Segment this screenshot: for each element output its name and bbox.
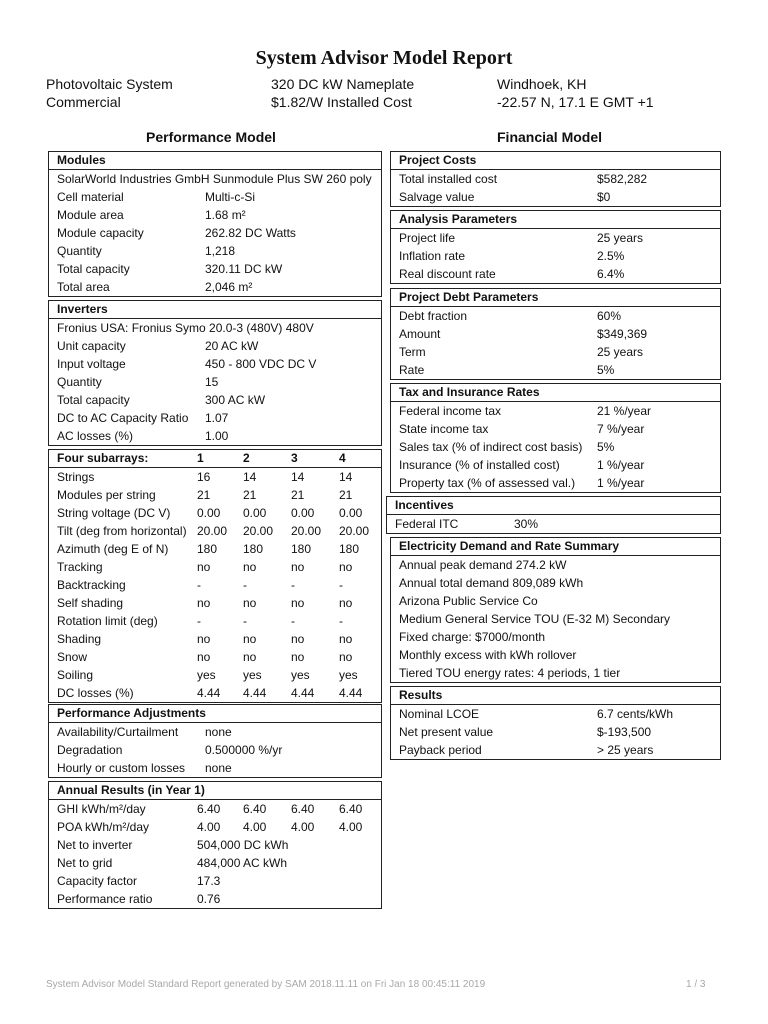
row-value: 6.4% [597,267,625,281]
row-value: 1 %/year [597,476,645,490]
table-row [391,247,720,265]
modules-section [48,151,382,297]
row-value: 0.00 [291,506,315,520]
row-value: no [197,650,211,664]
row-label: Federal ITC [395,517,459,531]
row-value: 6.40 [291,802,315,816]
project-costs-section [390,151,721,207]
table-row [391,229,720,247]
row-label: String voltage (DC V) [57,506,171,520]
row-value: 0.76 [197,892,221,906]
row-value: $582,282 [597,172,648,186]
system-type: Photovoltaic System [46,76,173,92]
row-value: no [243,596,257,610]
row-label: Total installed cost [399,172,498,186]
table-row [391,741,720,759]
row-label: Unit capacity [57,339,126,353]
row-label: Quantity [57,375,102,389]
table-row [49,630,381,648]
row-value: 504,000 DC kWh [197,838,289,852]
row-value: 15 [205,375,219,389]
row-value: $0 [597,190,611,204]
row-label: Inflation rate [399,249,466,263]
row-value: 20.00 [339,524,370,538]
row-label: Payback period [399,743,482,757]
table-row [49,486,381,504]
row-label: Quantity [57,244,102,258]
financial-title: Financial Model [497,129,603,145]
row-value: 2,046 m² [205,280,253,294]
table-row [391,361,720,379]
table-row [49,741,381,759]
row-value: 16 [197,470,211,484]
row-value: 180 [339,542,360,556]
table-row [387,515,720,533]
row-value: yes [197,668,216,682]
row-value: yes [291,668,310,682]
row-label: Amount [399,327,441,341]
row-label: Strings [57,470,95,484]
row-value: - [339,614,343,628]
row-value: - [243,614,247,628]
table-row [49,759,381,777]
table-row [49,558,381,576]
row-label: Soiling [57,668,94,682]
row-value: no [291,560,305,574]
row-label: Capacity factor [57,874,138,888]
row-value: 484,000 AC kWh [197,856,288,870]
row-value: 21 [339,488,353,502]
row-value: 20 AC kW [205,339,259,353]
line-text: Annual peak demand 274.2 kW [399,558,567,572]
incentives-header: Incentives [387,497,720,515]
row-label: Real discount rate [399,267,496,281]
row-value: - [197,614,201,628]
table-row [49,242,381,260]
results-section [390,686,721,760]
row-value: 4.00 [291,820,315,834]
row-label: State income tax [399,422,489,436]
location: Windhoek, KH [497,76,587,92]
table-row [49,522,381,540]
footer-generated: System Advisor Model Standard Report generated by SAM 2018.11.11 on Fri Jan 18 00:45:11 2019 [46,979,486,990]
row-value: 60% [597,309,622,323]
table-row [49,373,381,391]
text-line [391,610,720,628]
row-label: Self shading [57,596,124,610]
text-line [391,556,720,574]
table-row [49,427,381,445]
row-label: Debt fraction [399,309,468,323]
table-row [49,594,381,612]
table-row [49,612,381,630]
row-value: Multi-c-Si [205,190,255,204]
row-value: no [243,632,257,646]
row-value: no [243,560,257,574]
table-row [49,723,381,741]
table-row [391,723,720,741]
text-line [391,574,720,592]
row-label: Module capacity [57,226,144,240]
row-label: AC losses (%) [57,429,134,443]
annual-header: Annual Results (in Year 1) [49,782,381,800]
modules-header: Modules [49,152,381,170]
row-label: GHI kWh/m²/day [57,802,146,816]
row-value: 1.68 m² [205,208,246,222]
text-line [391,646,720,664]
row-value: 21 [291,488,305,502]
row-value: 6.7 cents/kWh [597,707,674,721]
row-label: Net to grid [57,856,113,870]
row-value: - [339,578,343,592]
row-label: Net present value [399,725,494,739]
text-line [391,628,720,646]
row-label: Degradation [57,743,123,757]
row-value: 25 years [597,345,644,359]
row-value: no [197,596,211,610]
row-value: 25 years [597,231,644,245]
results-header: Results [391,687,720,705]
adjustments-header: Performance Adjustments [49,705,381,723]
table-row [49,854,381,872]
row-label: Property tax (% of assessed val.) [399,476,576,490]
row-label: POA kWh/m²/day [57,820,150,834]
row-value: 21 [197,488,211,502]
subarrays-section [48,449,382,703]
row-value: 7 %/year [597,422,645,436]
row-value: no [291,632,305,646]
row-value: 4.44 [197,686,221,700]
table-row [49,278,381,296]
table-row [49,666,381,684]
row-value: 6.40 [339,802,363,816]
row-value: 17.3 [197,874,221,888]
table-row [49,648,381,666]
table-row [49,872,381,890]
subarray-col-2: 2 [243,451,250,465]
table-row [49,391,381,409]
row-value: $349,369 [597,327,648,341]
row-value: no [339,650,353,664]
line-text: Fixed charge: $7000/month [399,630,546,644]
row-value: - [197,578,201,592]
row-value: 0.500000 %/yr [205,743,283,757]
row-value: 6.40 [243,802,267,816]
row-label: Module area [57,208,124,222]
row-value: 14 [339,470,353,484]
table-row [49,576,381,594]
tax-header: Tax and Insurance Rates [391,384,720,402]
row-label: Total capacity [57,393,130,407]
row-value: - [291,614,295,628]
table-row [49,337,381,355]
subarrays-title: Four subarrays: [57,451,149,465]
subarrays-header [49,450,381,468]
row-value: 0.00 [197,506,221,520]
table-row [391,343,720,361]
row-value: no [243,650,257,664]
row-value: 180 [243,542,264,556]
debt-header: Project Debt Parameters [391,289,720,307]
table-row [49,800,381,818]
line-text: Monthly excess with kWh rollover [399,648,577,662]
table-row [391,188,720,206]
row-value: none [205,761,232,775]
row-label: Federal income tax [399,404,502,418]
row-value: no [291,650,305,664]
row-value: no [291,596,305,610]
row-value: - [243,578,247,592]
row-value: 1,218 [205,244,236,258]
footer-page: 1 / 3 [686,979,706,990]
row-value: 320.11 DC kW [205,262,283,276]
row-value: no [339,596,353,610]
row-value: yes [243,668,262,682]
inverters-section [48,300,382,446]
row-label: Nominal LCOE [399,707,480,721]
row-label: Performance ratio [57,892,153,906]
row-label: Project life [399,231,456,245]
row-label: Cell material [57,190,124,204]
adjustments-section [48,704,382,778]
table-row [391,265,720,283]
table-row [391,420,720,438]
row-value: 21 %/year [597,404,652,418]
row-label: Tilt (deg from horizontal) [57,524,187,538]
table-row [391,705,720,723]
row-value: 262.82 DC Watts [205,226,296,240]
table-row [391,456,720,474]
table-row [391,325,720,343]
row-value: no [197,560,211,574]
table-row [391,170,720,188]
row-value: 6.40 [197,802,221,816]
row-value: 450 - 800 VDC DC V [205,357,317,371]
incentives-section [386,496,721,534]
row-value: 180 [291,542,312,556]
row-value: 4.44 [243,686,267,700]
row-label: Rate [399,363,425,377]
table-row [391,438,720,456]
project-costs-header: Project Costs [391,152,720,170]
row-value: 30% [514,517,539,531]
row-value: 4.00 [339,820,363,834]
row-label: Net to inverter [57,838,133,852]
row-value: 20.00 [243,524,274,538]
line-text: Annual total demand 809,089 kWh [399,576,584,590]
row-value: 20.00 [197,524,228,538]
row-label: Azimuth (deg E of N) [57,542,169,556]
row-label: Rotation limit (deg) [57,614,158,628]
tax-section [390,383,721,493]
table-row [49,188,381,206]
row-value: none [205,725,232,739]
row-label: Total area [57,280,110,294]
row-label: Snow [57,650,88,664]
electricity-header: Electricity Demand and Rate Summary [391,538,720,556]
subarray-col-3: 3 [291,451,298,465]
row-value: 1.00 [205,429,229,443]
row-label: Backtracking [57,578,126,592]
row-value: no [197,632,211,646]
line-text: Medium General Service TOU (E-32 M) Secondary [399,612,670,626]
row-value: 4.44 [339,686,363,700]
row-label: Availability/Curtailment [57,725,179,739]
row-value: 14 [243,470,257,484]
row-label: Input voltage [57,357,126,371]
inverter-name: Fronius USA: Fronius Symo 20.0-3 (480V) 480V [57,321,314,335]
table-row [49,684,381,702]
row-value: 4.44 [291,686,315,700]
row-value: 4.00 [243,820,267,834]
line-text: Arizona Public Service Co [399,594,538,608]
analysis-section [390,210,721,284]
analysis-header: Analysis Parameters [391,211,720,229]
coordinates: -22.57 N, 17.1 E GMT +1 [497,94,654,110]
row-value: 4.00 [197,820,221,834]
table-row [49,260,381,278]
sector: Commercial [46,94,121,110]
row-value: 21 [243,488,257,502]
row-value: 1 %/year [597,458,645,472]
row-label: DC losses (%) [57,686,134,700]
module-name: SolarWorld Industries GmbH Sunmodule Plus SW 260 poly [57,172,372,186]
table-row [49,836,381,854]
row-value: no [339,632,353,646]
table-row [49,818,381,836]
table-row [391,402,720,420]
row-value: 300 AC kW [205,393,266,407]
table-row [49,355,381,373]
row-label: Modules per string [57,488,156,502]
row-value: 5% [597,440,615,454]
table-row [49,409,381,427]
row-value: 14 [291,470,305,484]
table-row [49,468,381,486]
inverters-header: Inverters [49,301,381,319]
row-label: DC to AC Capacity Ratio [57,411,189,425]
row-label: Hourly or custom losses [57,761,186,775]
line-text: Tiered TOU energy rates: 4 periods, 1 tier [399,666,621,680]
table-row [49,206,381,224]
row-value: 180 [197,542,218,556]
installed-cost: $1.82/W Installed Cost [271,94,412,110]
debt-section [390,288,721,380]
performance-title: Performance Model [146,129,276,145]
report-title: System Advisor Model Report [255,47,513,69]
row-value: > 25 years [597,743,654,757]
table-row [49,504,381,522]
annual-results-section [48,781,382,909]
table-row [49,890,381,908]
row-label: Sales tax (% of indirect cost basis) [399,440,583,454]
table-row [49,224,381,242]
subarray-col-1: 1 [197,451,204,465]
row-value: 20.00 [291,524,322,538]
row-value: 0.00 [339,506,363,520]
text-line [391,592,720,610]
table-row [391,474,720,492]
table-row [49,540,381,558]
row-value: $-193,500 [597,725,652,739]
subarray-col-4: 4 [339,451,346,465]
row-value: yes [339,668,358,682]
row-label: Term [399,345,426,359]
table-row [391,307,720,325]
row-label: Tracking [57,560,103,574]
nameplate: 320 DC kW Nameplate [271,76,415,92]
text-line [391,664,720,682]
row-value: no [339,560,353,574]
row-value: 0.00 [243,506,267,520]
row-label: Salvage value [399,190,475,204]
row-value: 2.5% [597,249,625,263]
electricity-section [390,537,721,683]
row-label: Total capacity [57,262,130,276]
row-label: Shading [57,632,102,646]
row-value: 1.07 [205,411,229,425]
row-label: Insurance (% of installed cost) [399,458,560,472]
row-value: - [291,578,295,592]
row-value: 5% [597,363,615,377]
